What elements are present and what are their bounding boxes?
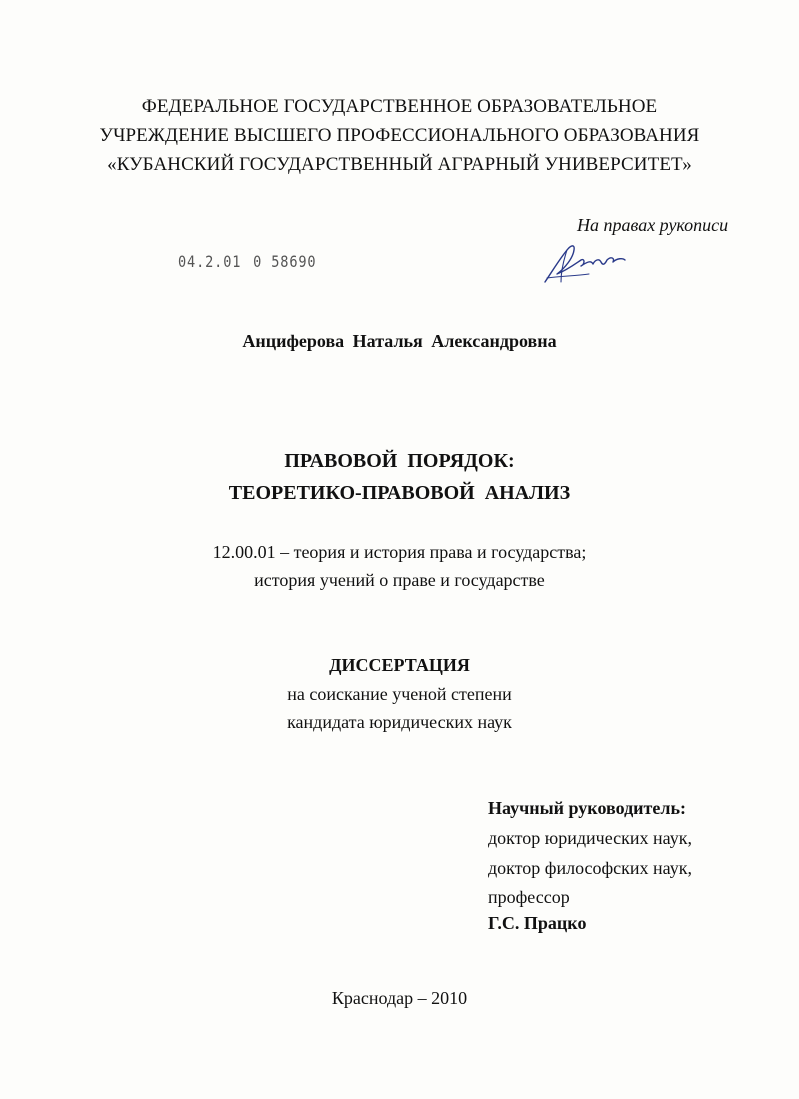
city-year: Краснодар – 2010 [331,988,468,1008]
supervisor-heading: Научный руководитель: [488,798,686,818]
institution-line-3: «КУБАНСКИЙ ГОСУДАРСТВЕННЫЙ АГРАРНЫЙ УНИВЕРСИТЕТ» [107,154,692,175]
stamp-number: 0 58690 [253,252,317,271]
dissertation-title-line-1: ПРАВОВОЙ ПОРЯДОК: [284,450,515,472]
institution-line-1: ФЕДЕРАЛЬНОЕ ГОСУДАРСТВЕННОЕ ОБРАЗОВАТЕЛЬНОЕ [141,96,658,117]
library-stamp [178,252,316,271]
supervisor-degree-1: доктор юридических наук, [488,828,692,848]
author-name: Анциферова Наталья Александровна [242,331,557,351]
dissertation-title-line-2: ТЕОРЕТИКО-ПРАВОВОЙ АНАЛИЗ [228,482,571,504]
supervisor-name: Г.С. Працко [488,913,587,933]
specialty-line-2: история учений о праве и государстве [254,570,545,590]
stamp-code: 04.2.01 [178,252,242,271]
supervisor-rank: профессор [488,887,570,907]
handwritten-signature [541,240,627,288]
institution-line-2: УЧРЕЖДЕНИЕ ВЫСШЕГО ПРОФЕССИОНАЛЬНОГО ОБРАЗОВАНИЯ [99,125,700,146]
degree-line-1: на соискание ученой степени [287,684,512,704]
degree-line-2: кандидата юридических наук [287,712,512,732]
supervisor-degree-2: доктор философских наук, [488,858,692,878]
specialty-line-1: 12.00.01 – теория и история права и государства; [212,542,587,562]
dissertation-heading: ДИССЕРТАЦИЯ [329,655,470,675]
manuscript-note: На правах рукописи [577,215,729,235]
